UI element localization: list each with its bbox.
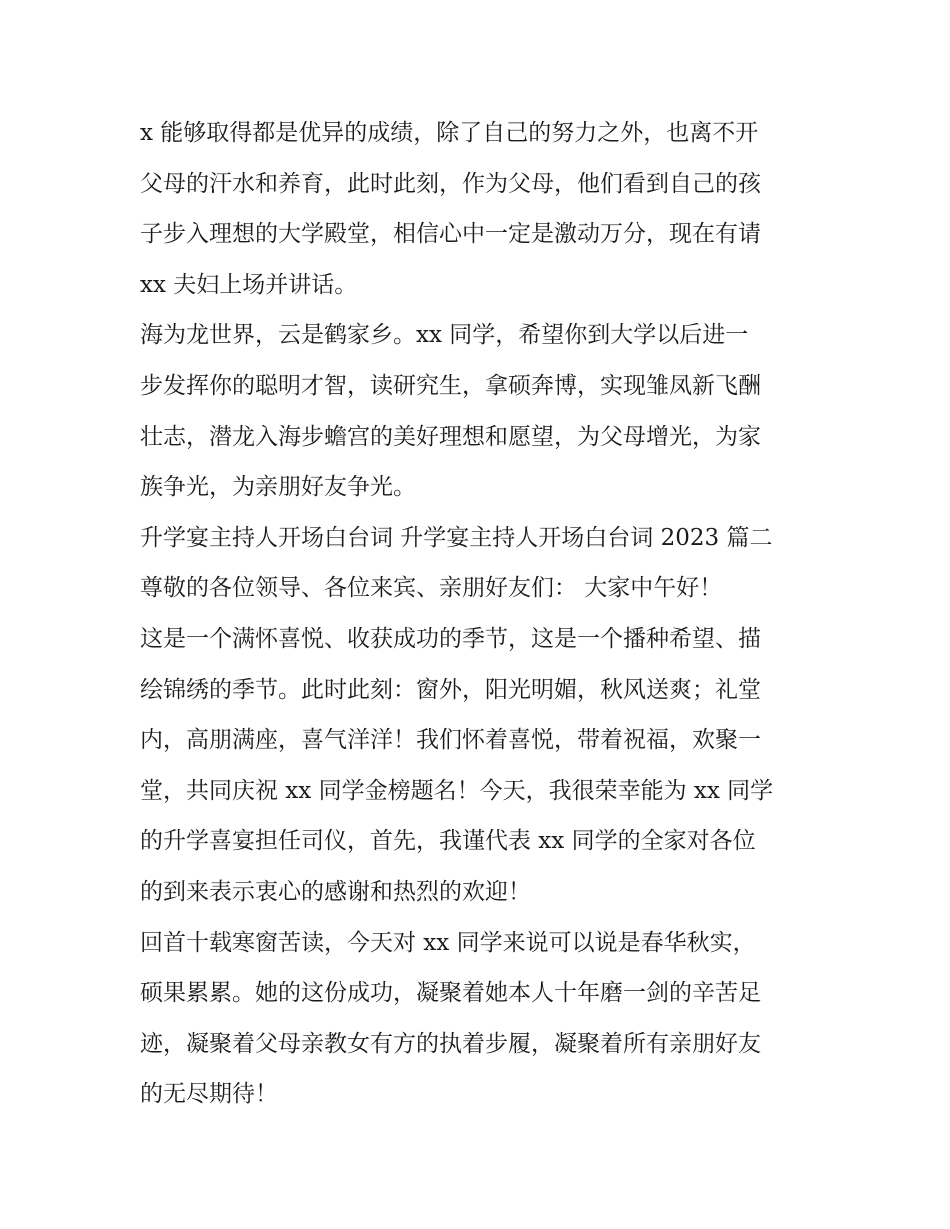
text-line-4: xx 夫妇上场并讲话。 (140, 271, 358, 298)
text-line-18: 硕果累累。她的这份成功，凝聚着她本人十年磨一剑的辛苦足 (140, 980, 761, 1007)
text-line-5: 海为龙世界，云是鹤家乡。xx 同学，希望你到大学以后进一 (140, 322, 749, 349)
text-line-14: 堂，共同庆祝 xx 同学金榜题名！今天，我很荣幸能为 xx 同学 (140, 777, 774, 804)
text-line-7: 壮志，潜龙入海步蟾宫的美好理想和愿望，为父母增光，为家 (140, 423, 761, 450)
text-line-11: 这是一个满怀喜悦、收获成功的季节，这是一个播种希望、描 (140, 625, 761, 652)
text-line-2: 父母的汗水和养育，此时此刻，作为父母，他们看到自己的孩 (140, 170, 761, 197)
text-line-13: 内，高朋满座，喜气洋洋！我们怀着喜悦，带着祝福，欢聚一 (140, 727, 761, 754)
document-body (140, 108, 820, 1120)
text-line-9: 升学宴主持人开场白台词 升学宴主持人开场白台词 2023 篇二 (140, 524, 773, 551)
text-line-6: 步发挥你的聪明才智，读研究生，拿硕奔博，实现雏凤新飞酬 (140, 372, 761, 399)
text-line-20: 的无尽期待！ (140, 1081, 278, 1108)
text-line-17: 回首十载寒窗苦读，今天对 xx 同学来说可以说是春华秋实， (140, 929, 756, 956)
text-line-1: x 能够取得都是优异的成绩，除了自己的努力之外，也离不开 (140, 120, 759, 146)
text-line-16: 的到来表示衷心的感谢和热烈的欢迎！ (140, 878, 531, 905)
text-line-19: 迹，凝聚着父母亲教女有方的执着步履，凝聚着所有亲朋好友 (140, 1030, 761, 1057)
text-line-12: 绘锦绣的季节。此时此刻：窗外，阳光明媚，秋风送爽；礼堂 (140, 676, 761, 703)
text-line-8: 族争光，为亲朋好友争光。 (140, 474, 416, 501)
text-line-3: 子步入理想的大学殿堂，相信心中一定是激动万分，现在有请 (140, 221, 761, 248)
text-line-10: 尊敬的各位领导、各位来宾、亲朋好友们： 大家中午好！ (140, 575, 723, 602)
text-line-15: 的升学喜宴担任司仪，首先，我谨代表 xx 同学的全家对各位 (140, 828, 756, 855)
